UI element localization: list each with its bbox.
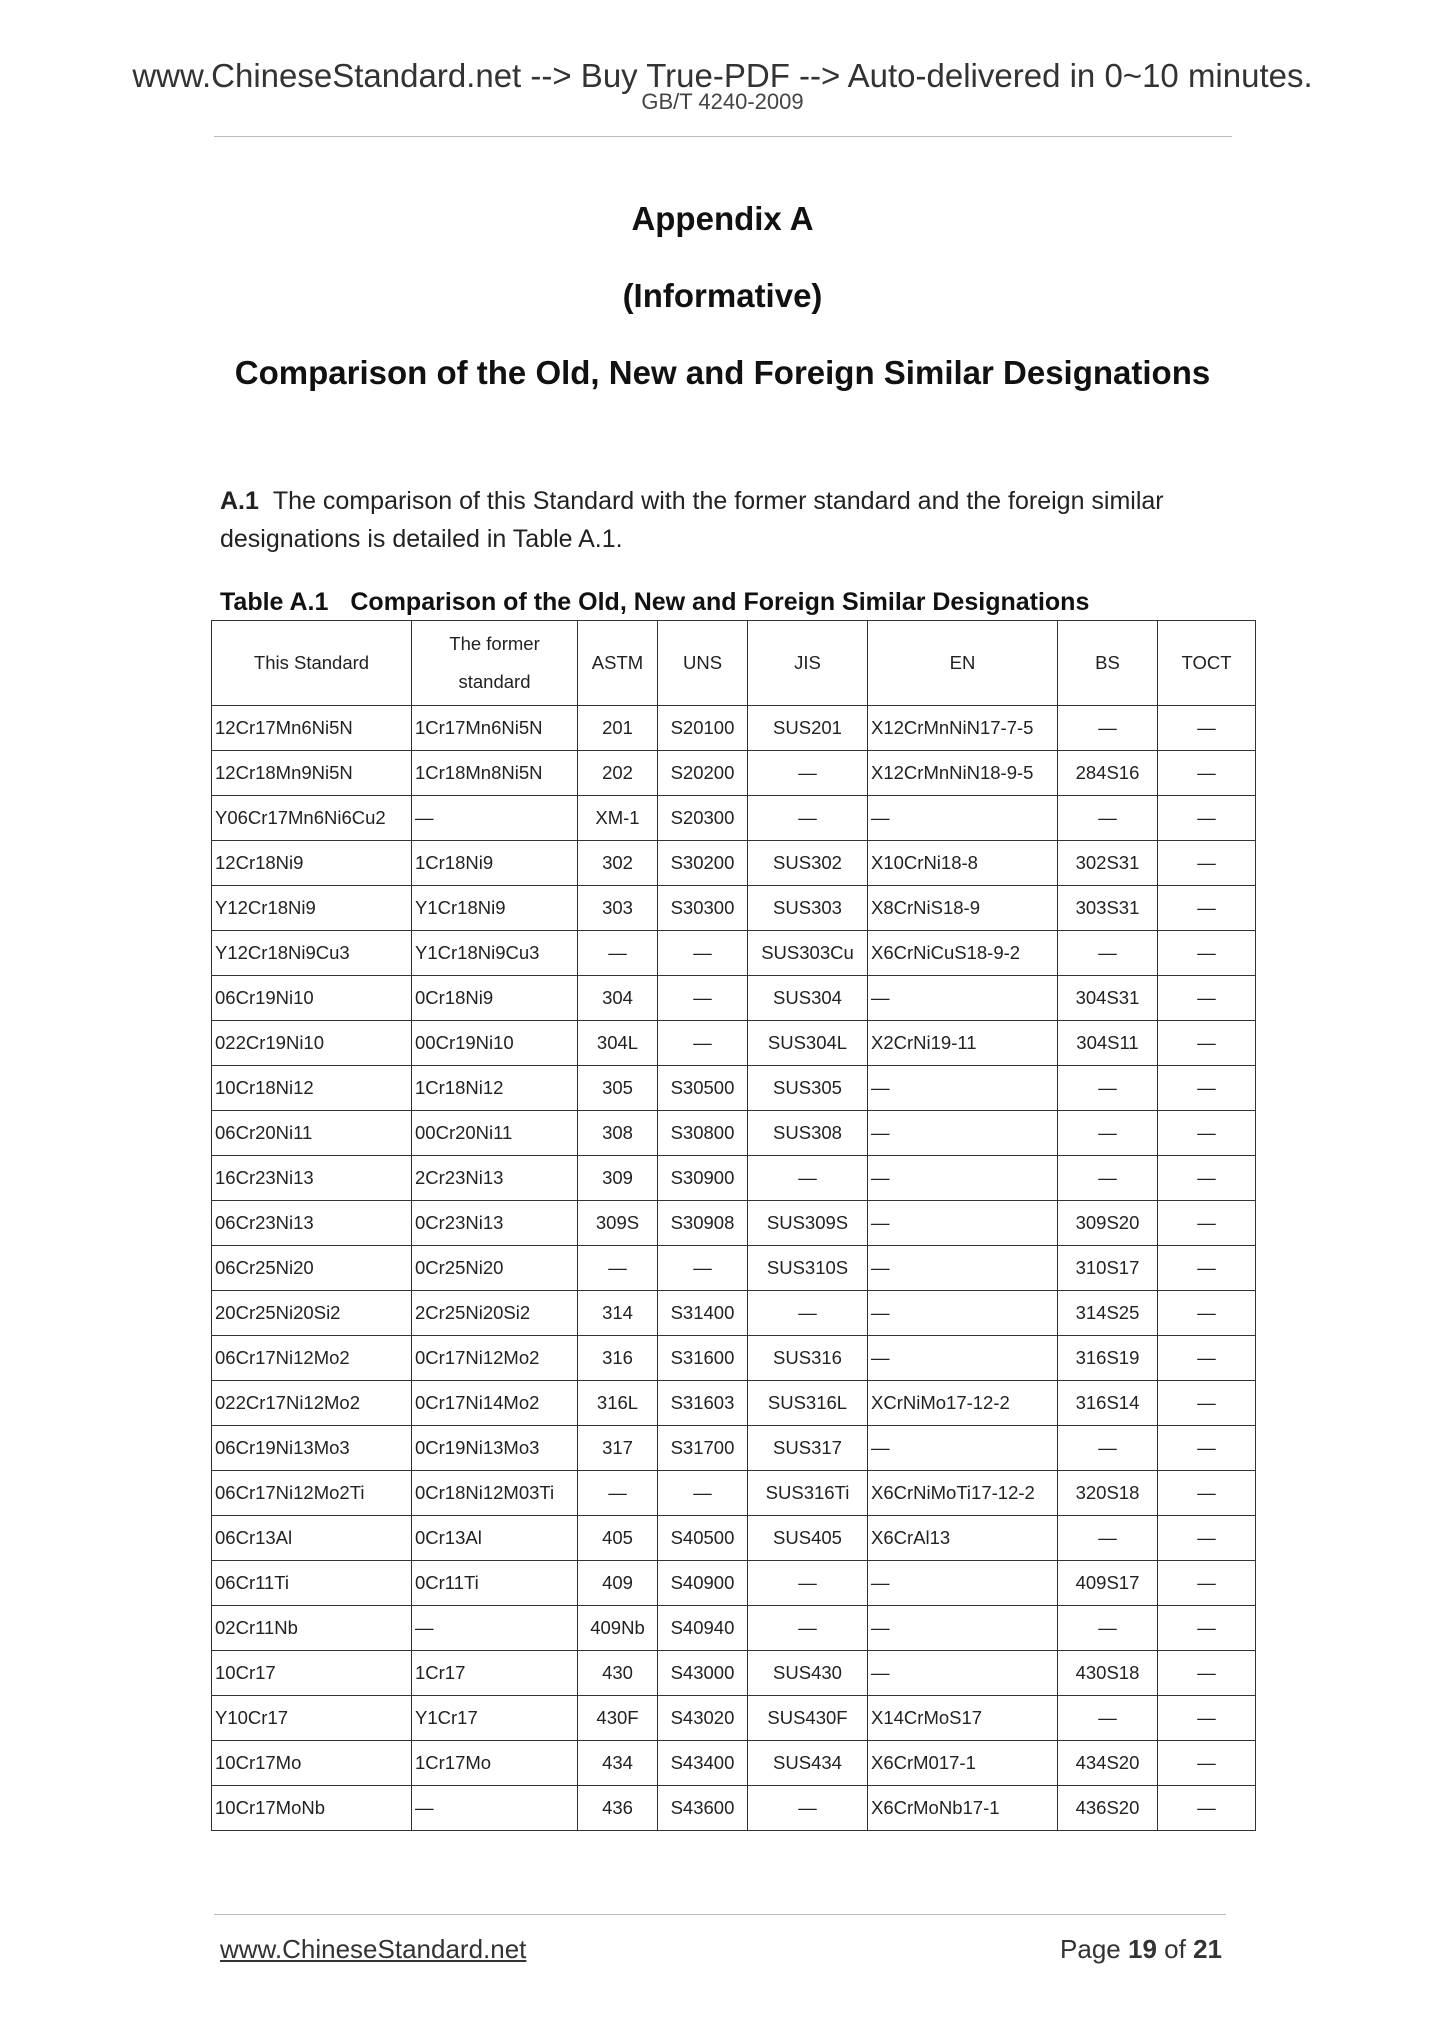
table-cell: 00Cr19Ni10 [412,1021,578,1066]
table-cell: 430F [578,1696,658,1741]
table-cell: 1Cr17 [412,1651,578,1696]
table-cell: — [1158,796,1256,841]
table-header-row [212,621,1256,706]
table-cell: 405 [578,1516,658,1561]
table-cell: 06Cr25Ni20 [212,1246,412,1291]
table-cell: 1Cr17Mn6Ni5N [412,706,578,751]
table-cell: — [658,1021,748,1066]
table-cell: 317 [578,1426,658,1471]
table-cell: 16Cr23Ni13 [212,1156,412,1201]
table-cell: 409 [578,1561,658,1606]
header-banner: www.ChineseStandard.net --> Buy True-PDF --> Auto-delivered in 0~10 minutes. [132,57,1313,94]
table-cell: SUS304 [748,976,868,1021]
table-cell: — [868,1111,1058,1156]
table-cell: 06Cr17Ni12Mo2 [212,1336,412,1381]
table-cell: 302 [578,841,658,886]
table-cell: 303S31 [1058,886,1158,931]
table-cell: — [1158,1021,1256,1066]
table-row [212,976,1256,1021]
appendix-heading: Comparison of the Old, New and Foreign Similar Designations [234,354,1211,391]
table-cell: — [868,1156,1058,1201]
table-row [212,1201,1256,1246]
table-cell: — [412,1606,578,1651]
table-row [212,1786,1256,1831]
table-cell: 304S31 [1058,976,1158,1021]
table-cell: — [1158,1696,1256,1741]
table-cell: — [658,1471,748,1516]
table-cell: — [1058,1696,1158,1741]
table-cell: X14CrMoS17 [868,1696,1058,1741]
intro-number: A.1 [220,487,259,515]
table-cell: S20300 [658,796,748,841]
table-cell: — [1158,1066,1256,1111]
table-cell: — [868,1291,1058,1336]
table-cell: X2CrNi19-11 [868,1021,1058,1066]
table-cell: 0Cr18Ni9 [412,976,578,1021]
table-cell: — [658,931,748,976]
table-cell: — [868,1246,1058,1291]
table-cell: 314 [578,1291,658,1336]
table-cell: 0Cr17Ni12Mo2 [412,1336,578,1381]
table-cell: — [748,796,868,841]
table-row [212,1291,1256,1336]
table-row [212,1021,1256,1066]
table-cell: — [748,1561,868,1606]
table-cell: — [1158,1336,1256,1381]
column-header: The former standard [412,621,578,706]
table-cell: — [868,1201,1058,1246]
table-cell: — [578,1471,658,1516]
table-cell: 0Cr11Ti [412,1561,578,1606]
table-cell: X6CrAl13 [868,1516,1058,1561]
table-cell: SUS302 [748,841,868,886]
table-cell: 305 [578,1066,658,1111]
table-cell: X8CrNiS18-9 [868,886,1058,931]
table-cell: S30500 [658,1066,748,1111]
table-cell: SUS316 [748,1336,868,1381]
table-cell: 302S31 [1058,841,1158,886]
table-cell: 304 [578,976,658,1021]
table-cell: 314S25 [1058,1291,1158,1336]
table-cell: 10Cr17Mo [212,1741,412,1786]
table-cell: Y1Cr18Ni9Cu3 [412,931,578,976]
table-cell: 436 [578,1786,658,1831]
table-row [212,1336,1256,1381]
table-row [212,1516,1256,1561]
table-cell: — [412,796,578,841]
page-current: 19 [1128,1934,1157,1964]
table-cell: SUS434 [748,1741,868,1786]
table-cell: 10Cr17 [212,1651,412,1696]
table-cell: — [1158,1201,1256,1246]
designation-table [211,620,1256,1831]
table-cell: SUS303Cu [748,931,868,976]
table-cell: S40940 [658,1606,748,1651]
table-cell: — [868,1651,1058,1696]
table-cell: — [748,1156,868,1201]
table-cell: SUS310S [748,1246,868,1291]
table-cell: S30200 [658,841,748,886]
table-cell: 022Cr17Ni12Mo2 [212,1381,412,1426]
table-cell: 0Cr23Ni13 [412,1201,578,1246]
footer-divider [214,1914,1226,1915]
table-cell: 06Cr19Ni13Mo3 [212,1426,412,1471]
table-row [212,1111,1256,1156]
table-cell: — [1158,931,1256,976]
table-cell: — [1058,706,1158,751]
table-cell: 06Cr13Al [212,1516,412,1561]
table-cell: SUS430 [748,1651,868,1696]
table-cell: 1Cr18Mn8Ni5N [412,751,578,796]
table-cell: — [1158,1111,1256,1156]
table-cell: 309S20 [1058,1201,1158,1246]
header-divider [214,136,1232,137]
appendix-title: Appendix A [631,200,814,237]
table-cell: SUS305 [748,1066,868,1111]
table-row [212,1066,1256,1111]
table-cell: X12CrMnNiN18-9-5 [868,751,1058,796]
table-cell: — [1158,1651,1256,1696]
table-cell: 310S17 [1058,1246,1158,1291]
table-body [212,706,1256,1831]
table-row [212,1741,1256,1786]
table-row [212,1651,1256,1696]
table-cell: SUS316Ti [748,1471,868,1516]
table-cell: SUS317 [748,1426,868,1471]
table-caption-title: Comparison of the Old, New and Foreign Similar Designations [350,588,1090,616]
table-cell: 434S20 [1058,1741,1158,1786]
page-indicator [1060,1934,1222,1965]
column-header: UNS [658,621,748,706]
page-of: of [1164,1934,1186,1964]
table-cell: — [1158,976,1256,1021]
table-cell: 1Cr17Mo [412,1741,578,1786]
table-cell: — [578,1246,658,1291]
table-cell: S20100 [658,706,748,751]
table-cell: Y12Cr18Ni9Cu3 [212,931,412,976]
table-cell: — [1058,1606,1158,1651]
page-label: Page [1060,1934,1121,1964]
table-cell: 2Cr23Ni13 [412,1156,578,1201]
table-cell: 309 [578,1156,658,1201]
table-cell: 0Cr17Ni14Mo2 [412,1381,578,1426]
table-cell: — [1158,1741,1256,1786]
table-cell: SUS304L [748,1021,868,1066]
column-header: This Standard [212,621,412,706]
table-cell: 06Cr19Ni10 [212,976,412,1021]
table-cell: 12Cr17Mn6Ni5N [212,706,412,751]
table-cell: 022Cr19Ni10 [212,1021,412,1066]
table-cell: — [1158,1471,1256,1516]
table-cell: 308 [578,1111,658,1156]
table-cell: — [1158,1516,1256,1561]
table-cell: — [1158,886,1256,931]
table-cell: 10Cr17MoNb [212,1786,412,1831]
table-cell: Y1Cr17 [412,1696,578,1741]
table-cell: 304L [578,1021,658,1066]
table-cell: 06Cr23Ni13 [212,1201,412,1246]
table-row [212,1381,1256,1426]
table-cell: — [1158,706,1256,751]
table-cell: — [1158,841,1256,886]
table-cell: 430 [578,1651,658,1696]
table-cell: S43400 [658,1741,748,1786]
table-cell: X6CrNiCuS18-9-2 [868,931,1058,976]
table-cell: 284S16 [1058,751,1158,796]
table-cell: 06Cr11Ti [212,1561,412,1606]
table-caption-id: Table A.1 [220,588,329,616]
table-cell: — [1158,1426,1256,1471]
table-cell: — [1158,1246,1256,1291]
table-cell: 201 [578,706,658,751]
table-cell: 10Cr18Ni12 [212,1066,412,1111]
table-cell: SUS303 [748,886,868,931]
table-cell: 0Cr19Ni13Mo3 [412,1426,578,1471]
table-cell: — [1158,1291,1256,1336]
table-cell: X6CrMoNb17-1 [868,1786,1058,1831]
table-cell: 409Nb [578,1606,658,1651]
table-cell: S31603 [658,1381,748,1426]
table-row [212,1606,1256,1651]
column-header: ASTM [578,621,658,706]
table-cell: SUS316L [748,1381,868,1426]
table-row [212,841,1256,886]
table-cell: S30300 [658,886,748,931]
table-cell: 02Cr11Nb [212,1606,412,1651]
column-header: JIS [748,621,868,706]
table-cell: 304S11 [1058,1021,1158,1066]
page-total: 21 [1193,1934,1222,1964]
footer-link[interactable]: www.ChineseStandard.net [220,1934,527,1964]
table-cell: — [868,1426,1058,1471]
table-cell: S30900 [658,1156,748,1201]
table-cell: — [748,1786,868,1831]
table-cell: 316S14 [1058,1381,1158,1426]
table-cell: — [1058,1111,1158,1156]
table-cell: 409S17 [1058,1561,1158,1606]
table-row [212,796,1256,841]
table-cell: — [1158,1786,1256,1831]
table-cell: 316L [578,1381,658,1426]
table-cell: SUS201 [748,706,868,751]
table-cell: 06Cr20Ni11 [212,1111,412,1156]
table-cell: S40900 [658,1561,748,1606]
table-cell: S30908 [658,1201,748,1246]
table-cell: X6CrNiMoTi17-12-2 [868,1471,1058,1516]
table-cell: Y1Cr18Ni9 [412,886,578,931]
table-cell: 12Cr18Ni9 [212,841,412,886]
table-caption [220,588,1089,617]
table-cell: 202 [578,751,658,796]
table-cell: — [412,1786,578,1831]
column-header: TOCT [1158,621,1256,706]
column-header: EN [868,621,1058,706]
table-row [212,1471,1256,1516]
table-cell: — [1158,1561,1256,1606]
table-cell: — [748,1606,868,1651]
table-cell: 316S19 [1058,1336,1158,1381]
table-cell: — [868,1561,1058,1606]
table-cell: S31700 [658,1426,748,1471]
table-cell: — [1058,1426,1158,1471]
table-cell: 436S20 [1058,1786,1158,1831]
table-row [212,751,1256,796]
table-cell: — [868,1606,1058,1651]
table-cell: 309S [578,1201,658,1246]
table-row [212,1426,1256,1471]
table-cell: — [658,1246,748,1291]
table-cell: SUS309S [748,1201,868,1246]
table-cell: S43000 [658,1651,748,1696]
table-cell: 303 [578,886,658,931]
table-cell: — [748,1291,868,1336]
table-cell: 00Cr20Ni11 [412,1111,578,1156]
table-cell: 0Cr13Al [412,1516,578,1561]
table-cell: 0Cr25Ni20 [412,1246,578,1291]
table-cell: SUS308 [748,1111,868,1156]
table-cell: — [1058,1516,1158,1561]
table-cell: S31400 [658,1291,748,1336]
table-cell: 20Cr25Ni20Si2 [212,1291,412,1336]
table-cell: XCrNiMo17-12-2 [868,1381,1058,1426]
table-cell: — [748,751,868,796]
table-row [212,886,1256,931]
table-cell: 1Cr18Ni12 [412,1066,578,1111]
table-cell: Y06Cr17Mn6Ni6Cu2 [212,796,412,841]
table-cell: — [868,1066,1058,1111]
table-cell: S43020 [658,1696,748,1741]
table-cell: — [868,796,1058,841]
table-cell: 434 [578,1741,658,1786]
table-cell: — [1058,796,1158,841]
table-cell: X6CrM017-1 [868,1741,1058,1786]
table-cell: 430S18 [1058,1651,1158,1696]
table-row [212,1156,1256,1201]
table-cell: — [1158,1606,1256,1651]
table-cell: 1Cr18Ni9 [412,841,578,886]
table-cell: — [658,976,748,1021]
table-cell: — [1058,931,1158,976]
table-cell: S20200 [658,751,748,796]
table-cell: Y10Cr17 [212,1696,412,1741]
table-cell: S31600 [658,1336,748,1381]
table-row [212,706,1256,751]
table-cell: 0Cr18Ni12M03Ti [412,1471,578,1516]
intro-text: The comparison of this Standard with the former standard and the foreign similar designations is detailed in Table A.1. [220,487,1164,553]
table-cell: S40500 [658,1516,748,1561]
table-cell: XM-1 [578,796,658,841]
table-cell: — [1158,751,1256,796]
table-cell: — [868,976,1058,1021]
appendix-subtitle: (Informative) [622,277,823,314]
table-row [212,1696,1256,1741]
table-cell: 12Cr18Mn9Ni5N [212,751,412,796]
table-cell: Y12Cr18Ni9 [212,886,412,931]
table-cell: — [1058,1156,1158,1201]
table-cell: S30800 [658,1111,748,1156]
intro-paragraph [220,482,1240,558]
table-cell: — [1158,1156,1256,1201]
table-cell: — [868,1336,1058,1381]
table-cell: SUS405 [748,1516,868,1561]
table-cell: 320S18 [1058,1471,1158,1516]
table-cell: 06Cr17Ni12Mo2Ti [212,1471,412,1516]
table-cell: — [1058,1066,1158,1111]
table-cell: X10CrNi18-8 [868,841,1058,886]
table-cell: — [578,931,658,976]
table-row [212,931,1256,976]
standard-id: GB/T 4240-2009 [641,89,804,114]
table-row [212,1561,1256,1606]
table-cell: 2Cr25Ni20Si2 [412,1291,578,1336]
table-cell: S43600 [658,1786,748,1831]
table-row [212,1246,1256,1291]
table-cell: X12CrMnNiN17-7-5 [868,706,1058,751]
table-cell: SUS430F [748,1696,868,1741]
column-header: BS [1058,621,1158,706]
table-cell: — [1158,1381,1256,1426]
table-cell: 316 [578,1336,658,1381]
